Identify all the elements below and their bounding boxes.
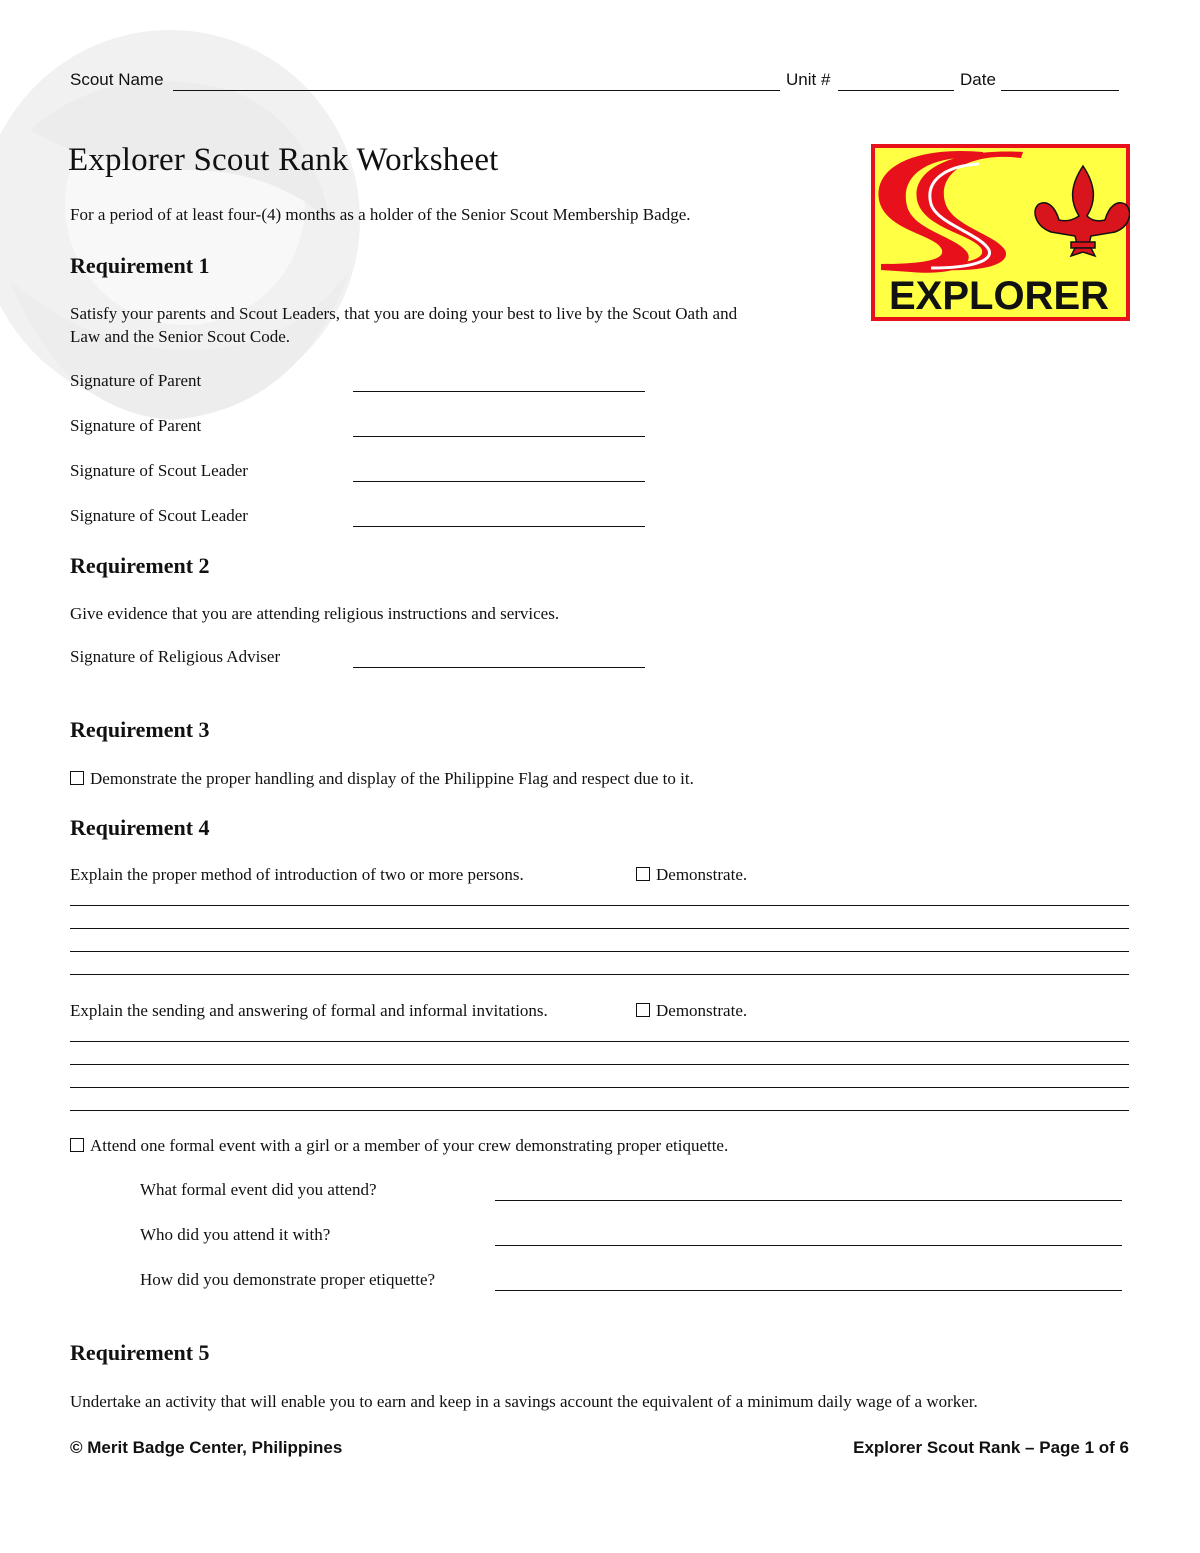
requirement-3-item bbox=[70, 767, 694, 790]
question-label: Who did you attend it with? bbox=[140, 1225, 331, 1244]
date-label: Date bbox=[960, 70, 996, 89]
intro-text: For a period of at least four-(4) months as a holder of the Senior Scout Membership Badge. bbox=[70, 205, 691, 224]
checkbox[interactable] bbox=[636, 1003, 650, 1017]
requirement-4-item2-text: Explain the sending and answering of formal and informal invitations. bbox=[70, 1001, 548, 1020]
requirement-5-heading: Requirement 5 bbox=[70, 1340, 210, 1365]
explorer-badge-logo bbox=[871, 144, 1130, 321]
footer-copyright: © Merit Badge Center, Philippines bbox=[70, 1438, 343, 1457]
signature-label: Signature of Parent bbox=[70, 371, 202, 390]
answer-line[interactable] bbox=[70, 928, 1129, 929]
signature-line-leader-2[interactable] bbox=[353, 526, 645, 527]
question-label: What formal event did you attend? bbox=[140, 1180, 377, 1199]
page-title: Explorer Scout Rank Worksheet bbox=[68, 142, 499, 178]
demonstrate-label: Demonstrate. bbox=[656, 1001, 748, 1020]
answer-line-etiquette[interactable] bbox=[495, 1290, 1122, 1291]
unit-label: Unit # bbox=[786, 70, 831, 89]
signature-line-parent-2[interactable] bbox=[353, 436, 645, 437]
requirement-3-heading: Requirement 3 bbox=[70, 717, 210, 742]
signature-label: Signature of Religious Adviser bbox=[70, 647, 281, 666]
unit-field[interactable] bbox=[838, 90, 954, 91]
footer-page-info: Explorer Scout Rank – Page 1 of 6 bbox=[853, 1438, 1129, 1457]
answer-line-attended-with[interactable] bbox=[495, 1245, 1122, 1246]
answer-line-formal-event[interactable] bbox=[495, 1200, 1122, 1201]
requirement-4-item3 bbox=[70, 1134, 728, 1157]
answer-line[interactable] bbox=[70, 1064, 1129, 1065]
scout-name-field[interactable] bbox=[173, 90, 780, 91]
signature-label: Signature of Scout Leader bbox=[70, 506, 248, 525]
requirement-4-heading: Requirement 4 bbox=[70, 815, 210, 840]
signature-line-parent-1[interactable] bbox=[353, 391, 645, 392]
requirement-1-heading: Requirement 1 bbox=[70, 253, 210, 278]
checkbox[interactable] bbox=[70, 771, 84, 785]
requirement-4-item1-demo bbox=[636, 863, 747, 886]
requirement-1-text-line2: Law and the Senior Scout Code. bbox=[70, 327, 291, 346]
checkbox[interactable] bbox=[70, 1138, 84, 1152]
badge-text: EXPLORER bbox=[888, 274, 1110, 318]
answer-line[interactable] bbox=[70, 974, 1129, 975]
scout-name-label: Scout Name bbox=[70, 70, 164, 89]
checkbox[interactable] bbox=[636, 867, 650, 881]
requirement-2-heading: Requirement 2 bbox=[70, 553, 210, 578]
requirement-4-item2-demo bbox=[636, 999, 747, 1022]
demonstrate-label: Demonstrate. bbox=[656, 865, 748, 884]
signature-label: Signature of Parent bbox=[70, 416, 202, 435]
requirement-4-item1-text: Explain the proper method of introduction of two or more persons. bbox=[70, 865, 524, 884]
signature-line-leader-1[interactable] bbox=[353, 481, 645, 482]
answer-line[interactable] bbox=[70, 951, 1129, 952]
requirement-4-item3-text: Attend one formal event with a girl or a member of your crew demonstrating proper etiquette. bbox=[90, 1136, 729, 1155]
requirement-2-text: Give evidence that you are attending religious instructions and services. bbox=[70, 604, 560, 623]
answer-line[interactable] bbox=[70, 905, 1129, 906]
signature-line-religious-adviser[interactable] bbox=[353, 667, 645, 668]
answer-line[interactable] bbox=[70, 1110, 1129, 1111]
signature-label: Signature of Scout Leader bbox=[70, 461, 248, 480]
answer-line[interactable] bbox=[70, 1041, 1129, 1042]
date-field[interactable] bbox=[1001, 90, 1119, 91]
question-label: How did you demonstrate proper etiquette? bbox=[140, 1270, 436, 1289]
answer-line[interactable] bbox=[70, 1087, 1129, 1088]
requirement-3-item-text: Demonstrate the proper handling and display of the Philippine Flag and respect due to it. bbox=[90, 769, 694, 788]
requirement-5-text: Undertake an activity that will enable you to earn and keep in a savings account the equivalent of a minimum daily wage of a worker. bbox=[70, 1392, 978, 1411]
requirement-1-text-line1: Satisfy your parents and Scout Leaders, that you are doing your best to live by the Scout Oath and bbox=[70, 304, 738, 323]
